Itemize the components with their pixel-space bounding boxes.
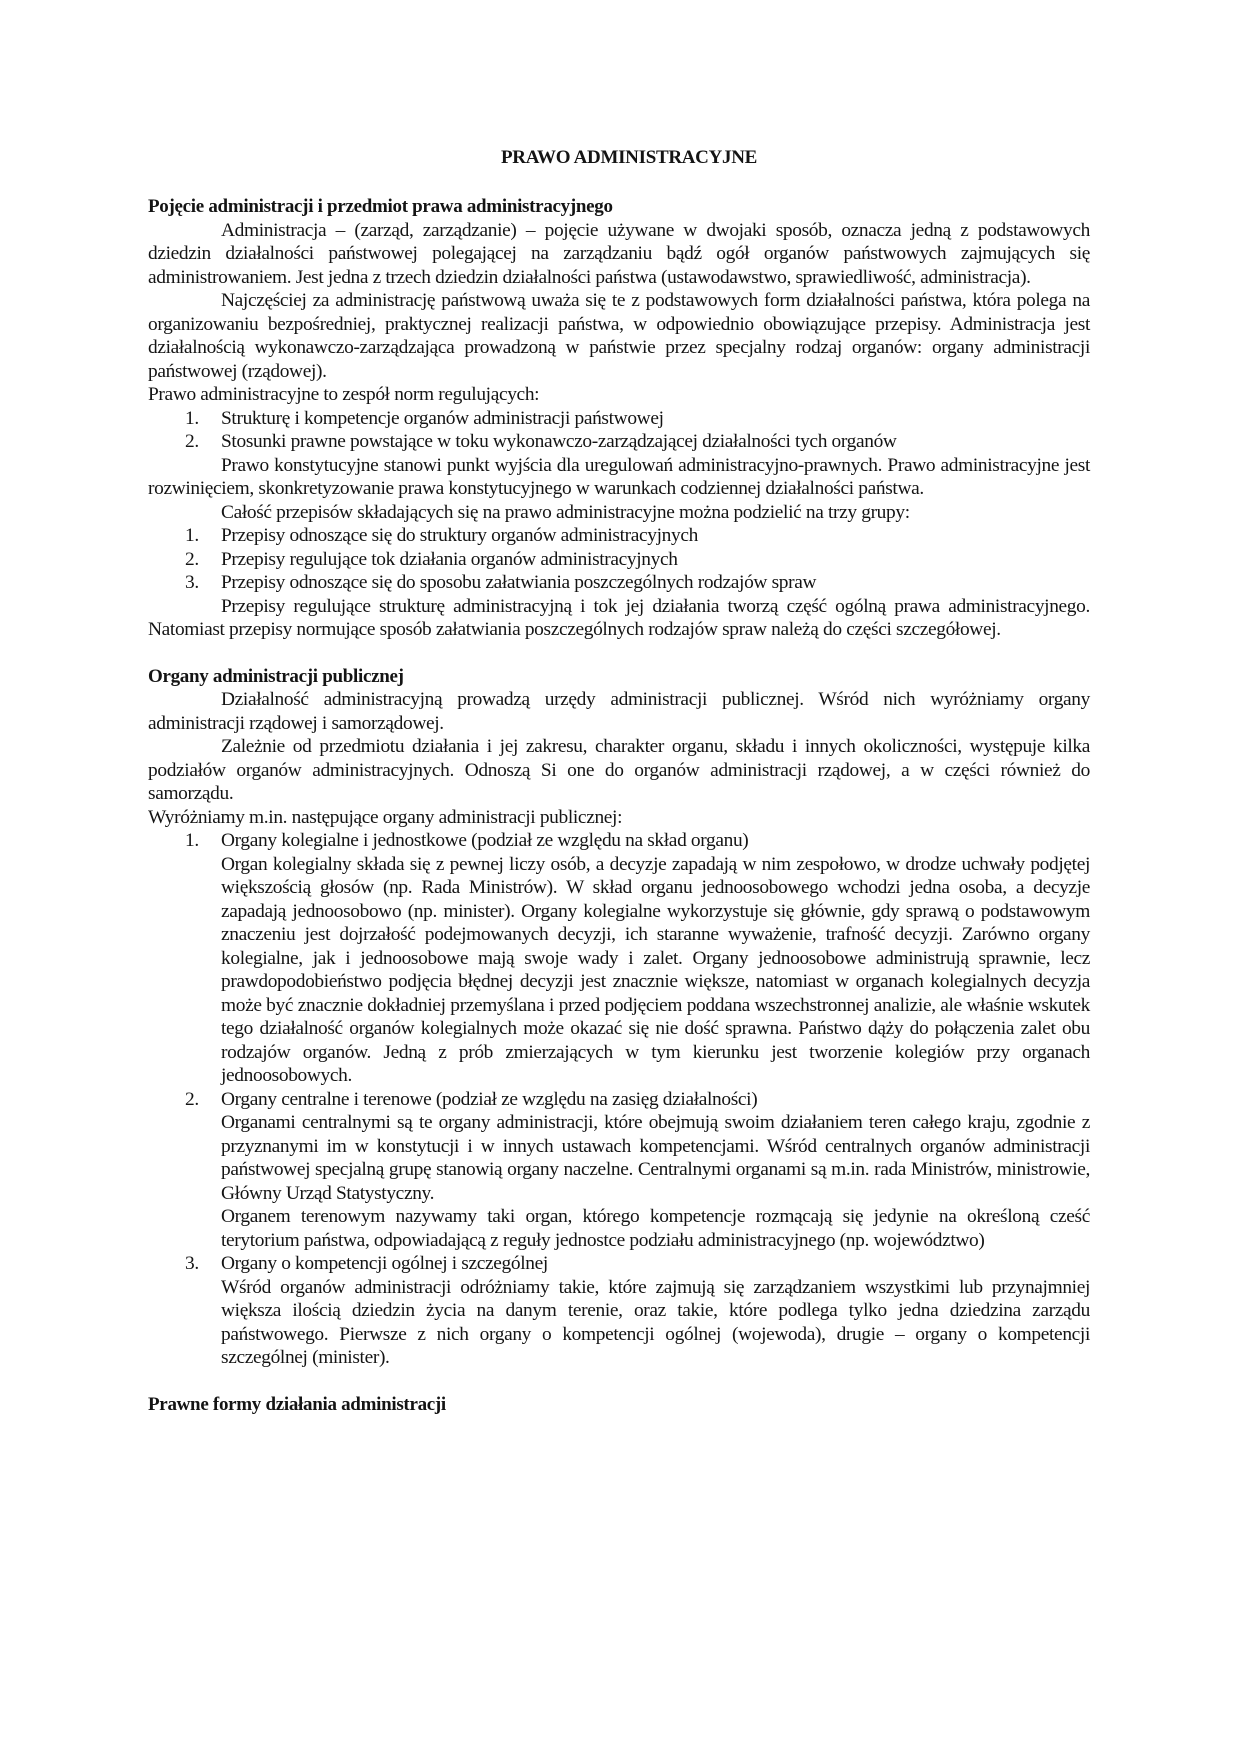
- section-administration-concept: [148, 195, 1090, 642]
- list-item-text: Stosunki prawne powstające w toku wykonawczo-zarządzającej działalności tych organów: [221, 431, 897, 452]
- list-item: [148, 430, 1090, 454]
- list-item-title: Organy kolegialne i jednostkowe (podział ze względu na skład organu): [221, 830, 749, 851]
- paragraph: Najczęściej za administrację państwową uważa się te z podstawowych form działalności państwa, która polega na organizowaniu bezpośredniej, praktycznej realizacji państwa, w odpowiednio obowiązujące przepisy. Administracja jest działalnością wykonawczo-zarządzająca prowadzoną w państwie przez specjalny rodzaj organów: organy administracji państwowej (rządowej).: [148, 290, 1090, 382]
- list-number: 1.: [185, 525, 199, 546]
- list-item-text: Przepisy odnoszące się do struktury organów administracyjnych: [221, 525, 698, 546]
- numbered-list: [148, 829, 1090, 1370]
- paragraph: Całość przepisów składających się na prawo administracyjne można podzielić na trzy grupy:: [221, 501, 910, 523]
- list-number: 2.: [185, 1088, 199, 1110]
- list-item-paragraph: Wśród organów administracji odróżniamy takie, które zajmują się zarządzaniem wszystkimi lub przynajmniej większa ilością dziedzin życia na danym terenie, oraz takie, które podlega tylko jedna dziedzina zarządu państwowego. Pierwsze z nich organy o kompetencji ogólnej (wojewoda), drugie – organy o kompetencji szczególnej (minister).: [221, 1276, 1090, 1368]
- numbered-list: [148, 407, 1090, 454]
- section-public-administration-organs: [148, 665, 1090, 1370]
- list-item-text: Strukturę i kompetencje organów administracji państwowej: [221, 407, 664, 429]
- section-legal-forms: [148, 1393, 1090, 1417]
- list-item: [148, 548, 1090, 572]
- paragraph: Wyróżniamy m.in. następujące organy administracji publicznej:: [148, 806, 623, 828]
- list-item-text: Przepisy odnoszące się do sposobu załatwiania poszczególnych rodzajów spraw: [221, 572, 817, 593]
- document-page: [148, 146, 1090, 1416]
- list-number: 1.: [185, 407, 199, 429]
- list-number: 2.: [185, 548, 199, 570]
- paragraph: Administracja – (zarząd, zarządzanie) – pojęcie używane w dwojaki sposób, oznacza jedną z podstawowych dziedzin działalności państwowej polegającej na zarządzaniu bądź ogół organów państwowych zajmujących się administrowaniem. Jest jedna z trzech dziedzin działalności państwa (ustawodawstwo, sprawiedliwość, administracja).: [148, 219, 1090, 288]
- section-heading: Pojęcie administracji i przedmiot prawa administracyjnego: [148, 196, 613, 217]
- list-item: [148, 407, 1090, 431]
- paragraph: Prawo konstytucyjne stanowi punkt wyjścia dla uregulowań administracyjno-prawnych. Prawo administracyjne jest rozwinięciem, skonkretyzowanie prawa konstytucyjnego w warunkach codziennej działalności państwa.: [148, 454, 1090, 499]
- paragraph: Zależnie od przedmiotu działania i jej zakresu, charakter organu, składu i innych okoliczności, występuje kilka podziałów organów administracyjnych. Odnoszą Si one do organów administracji rządowej, a w części również do samorządu.: [148, 736, 1090, 804]
- paragraph: Prawo administracyjne to zespół norm regulujących:: [148, 384, 540, 405]
- list-item-text: Przepisy regulujące tok działania organów administracyjnych: [221, 548, 678, 570]
- list-item: [148, 1088, 1090, 1253]
- list-item-paragraph: Organem terenowym nazywamy taki organ, którego kompetencje rozmącają się jedynie na określoną cześć terytorium państwa, odpowiadającą z reguły jednostce podziału administracyjnego (np. województwo): [221, 1206, 1090, 1251]
- list-item-title: Organy o kompetencji ogólnej i szczególnej: [221, 1253, 548, 1274]
- list-number: 3.: [185, 572, 199, 593]
- list-item-paragraph: Organami centralnymi są te organy administracji, które obejmują swoim działaniem teren całego kraju, zgodnie z przyznanymi im w konstytucji i w innych ustawach kompetencjami. Wśród centralnych organów administracji państwowej specjalną grupę stanowią organy naczelne. Centralnymi organami są m.in. rada Ministrów, ministrowie, Główny Urząd Statystyczny.: [221, 1112, 1090, 1204]
- section-heading: Prawne formy działania administracji: [148, 1393, 446, 1415]
- document-title: PRAWO ADMINISTRACYJNE: [500, 147, 758, 168]
- list-item: [148, 524, 1090, 548]
- list-number: 1.: [185, 830, 199, 851]
- list-item: [148, 571, 1090, 595]
- list-item: [148, 829, 1090, 1088]
- list-item-paragraph: Organ kolegialny składa się z pewnej liczy osób, a decyzje zapadają w nim zespołowo, w drodze uchwały podjętej większością głosów (np. Rada Ministrów). W skład organu jednoosobowego wchodzi jedna osoba, a decyzje zapadają jednoosobowo (np. minister). Organy kolegialne wykorzystuje się głównie, gdy sprawą o podstawowym znaczeniu jest dojrzałość podejmowanych decyzji, ich staranne wyważenie, trafność decyzji. Zarówno organy kolegialne, jak i jednoosobowe mają swoje wady i zalet. Organy jednoosobowe administrują sprawnie, lecz prawdopodobieństwo podjęcia błędnej decyzji jest znacznie większe, natomiast w organach kolegialnych decyzja może być znacznie dokładniej przemyślana i przed podjęciem poddana wszechstronnej analizie, ale właśnie wskutek tego działalność organów kolegialnych może okazać się nie dość sprawna. Państwo dąży do połączenia zalet obu rodzajów organów. Jedną z prób zmierzających w tym kierunku jest tworzenie kolegiów przy organach jednoosobowych.: [221, 853, 1090, 1086]
- paragraph: Działalność administracyjną prowadzą urzędy administracji publicznej. Wśród nich wyróżniamy organy administracji rządowej i samorządowej.: [148, 689, 1090, 734]
- list-number: 2.: [185, 431, 199, 452]
- list-item: [148, 1252, 1090, 1370]
- paragraph: Przepisy regulujące strukturę administracyjną i tok jej działania tworzą część ogólną prawa administracyjnego. Natomiast przepisy normujące sposób załatwiania poszczególnych rodzajów spraw należą do części szczegółowej.: [148, 595, 1090, 640]
- numbered-list: [148, 524, 1090, 595]
- list-number: 3.: [185, 1253, 199, 1274]
- list-item-title: Organy centralne i terenowe (podział ze względu na zasięg działalności): [221, 1088, 758, 1110]
- section-heading: Organy administracji publicznej: [148, 665, 404, 687]
